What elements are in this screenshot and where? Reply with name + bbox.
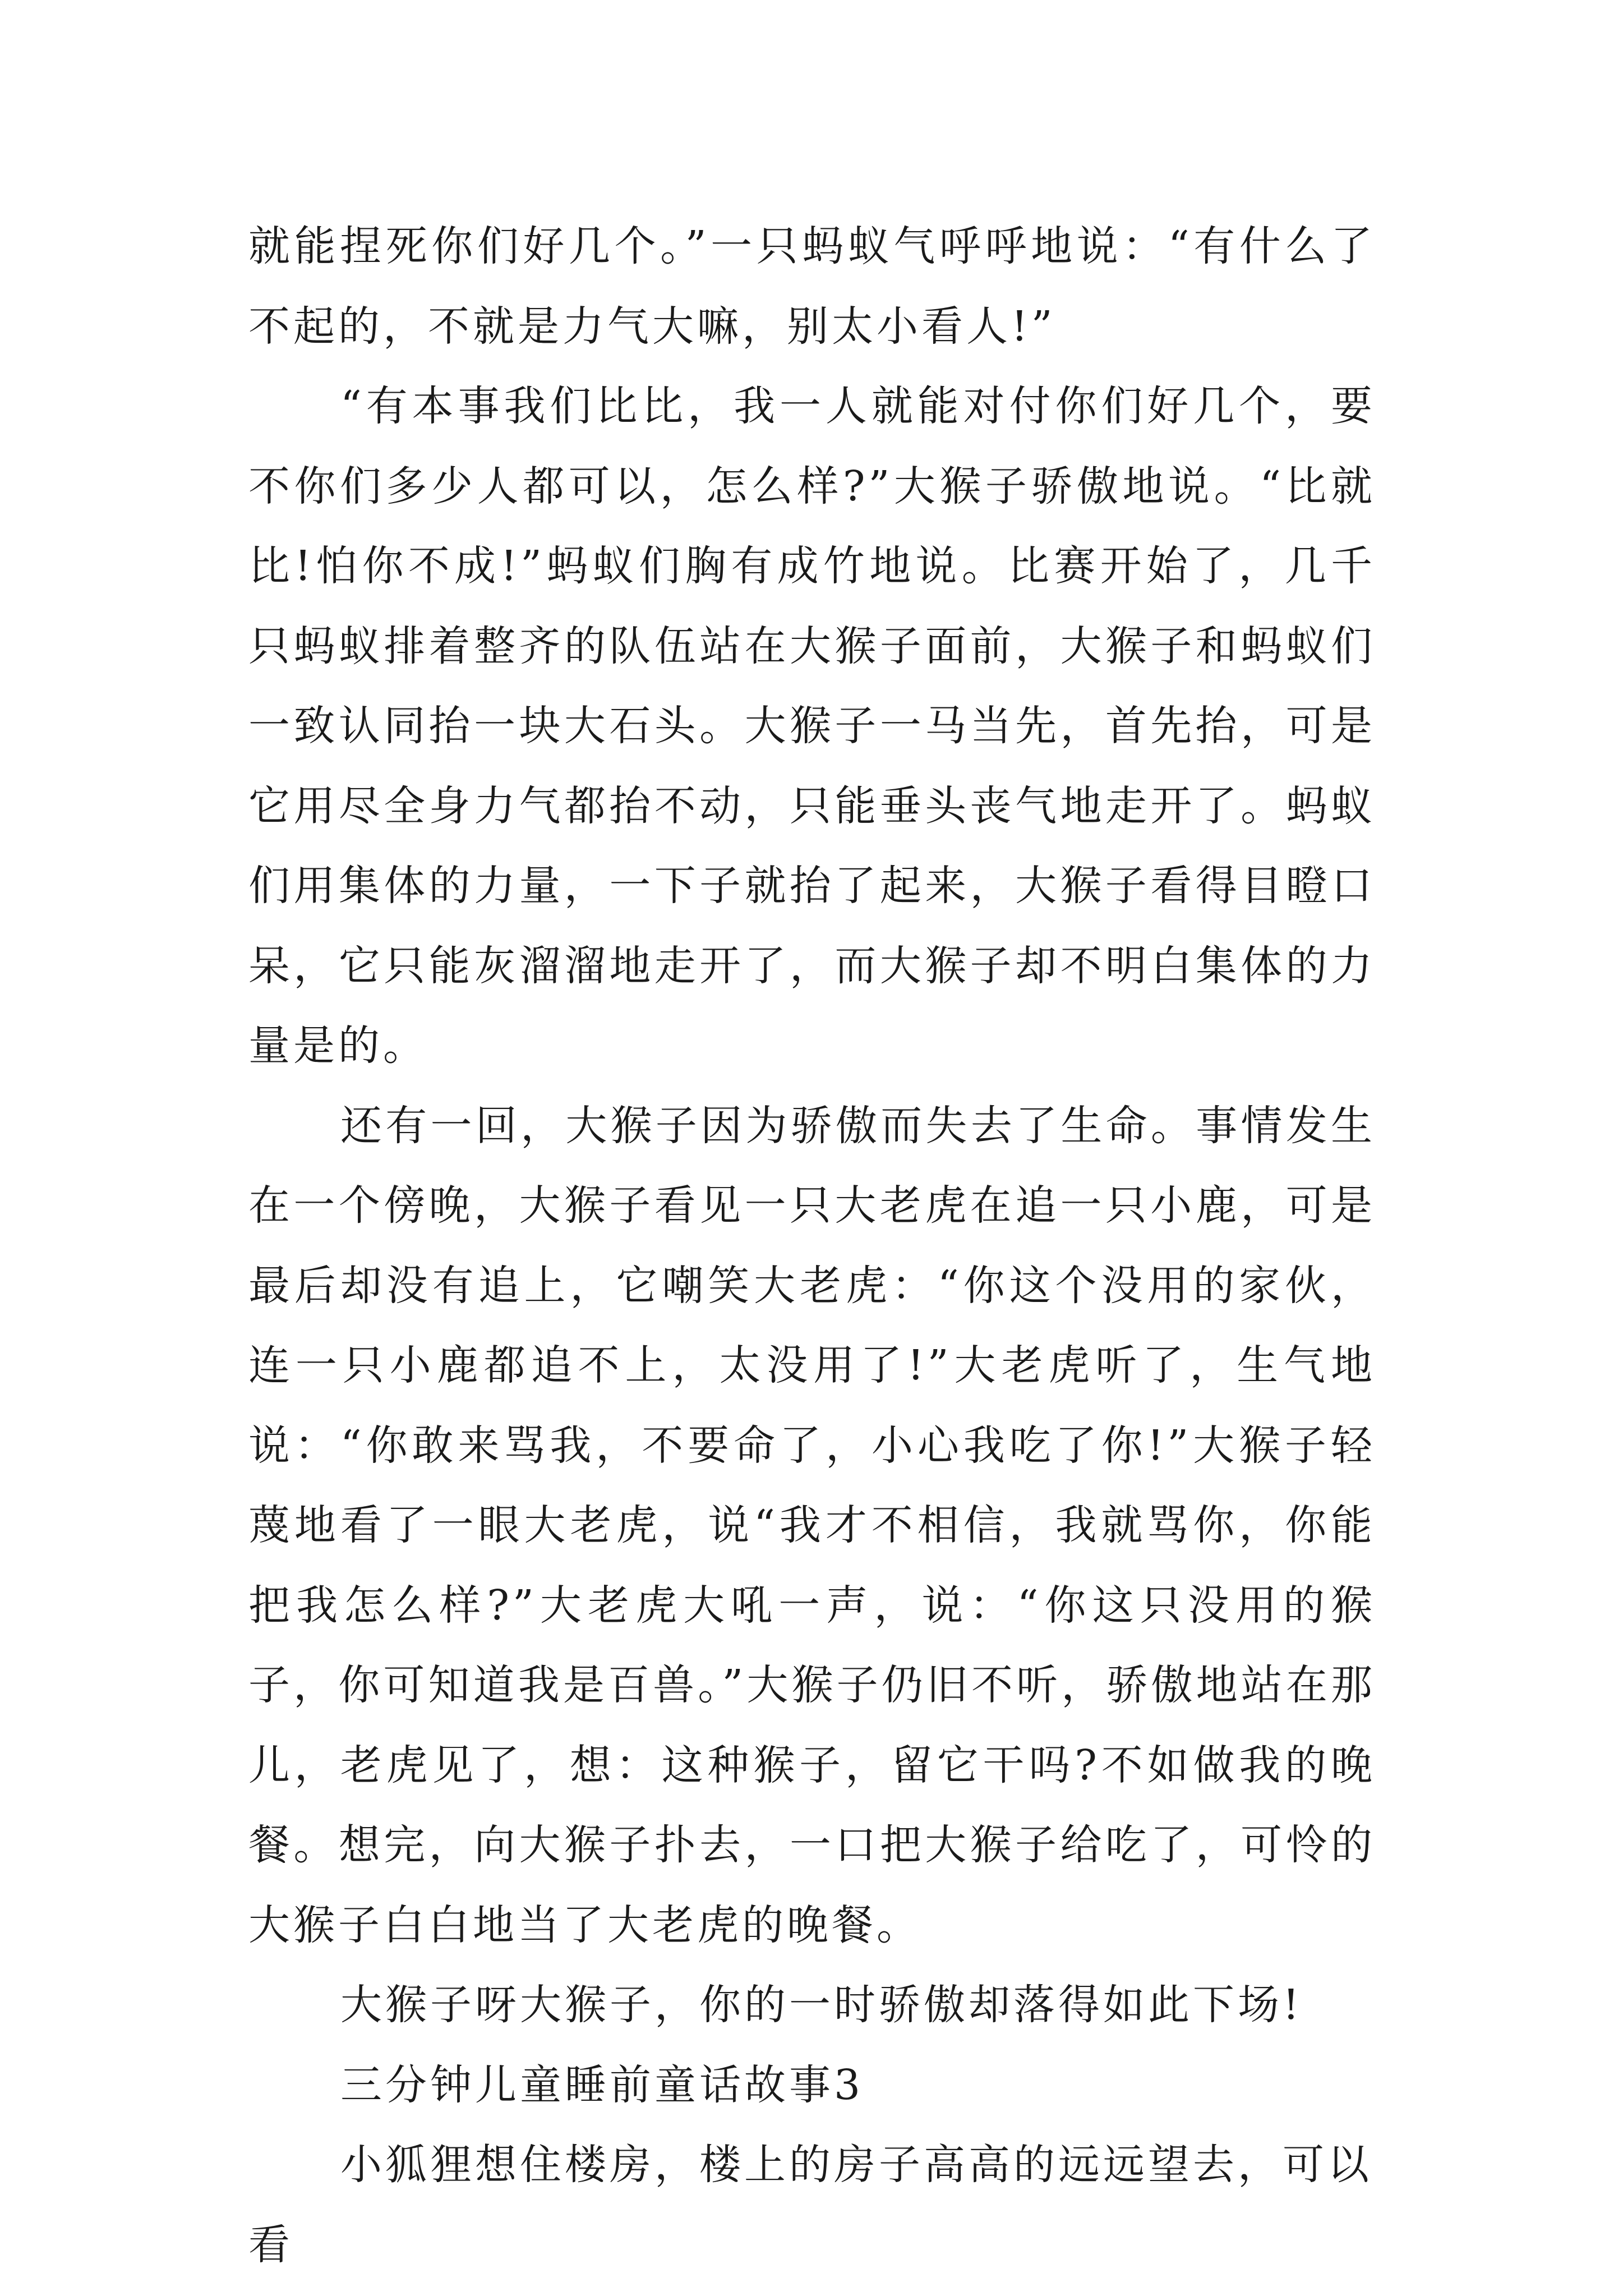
paragraph-4: 大猴子呀大猴子，你的一时骄傲却落得如此下场! xyxy=(340,1981,1303,2029)
paragraph-5: 小狐狸想住楼房，楼上的房子高高的远远望去，可以看 xyxy=(248,2141,1372,2269)
paragraph-3: 还有一回，大猴子因为骄傲而失去了生命。事情发生在一个傍晚，大猴子看见一只大老虎在追一只小鹿，可是最后却没有追上，它嘲笑大老虎：“你这个没用的家伙，连一只小鹿都追不上，太没用了!”大老虎听了，生气地说：“你敢来骂我，不要命了，小心我吃了你!”大猴子轻蔑地看了一眼大老虎，说“我才不相信，我就骂你，你能把我怎么样?”大老虎大吼一声，说：“你这只没用的猴子，你可知道我是百兽。”大猴子仍旧不听，骄傲地站在那儿，老虎见了，想：这种猴子，留它干吗?不如做我的晚餐。想完，向大猴子扑去，一口把大猴子给吃了，可怜的大猴子白白地当了大老虎的晚餐。 xyxy=(248,1101,1376,1949)
paragraph-2: “有本事我们比比，我一人就能对付你们好几个，要不你们多少人都可以，怎么样?”大猴子骄傲地说。“比就比!怕你不成!”蚂蚁们胸有成竹地说。比赛开始了，几千只蚂蚁排着整齐的队伍站在大猴子面前，大猴子和蚂蚁们一致认同抬一块大石头。大猴子一马当先，首先抬，可是它用尽全身力气都抬不动，只能垂头丧气地走开了。蚂蚁们用集体的力量，一下子就抬了起来，大猴子看得目瞪口呆，它只能灰溜溜地走开了，而大猴子却不明白集体的力量是的。 xyxy=(248,382,1376,1070)
body-text xyxy=(248,206,1376,2285)
paragraph-1: 就能捏死你们好几个。”一只蚂蚁气呼呼地说：“有什么了不起的，不就是力气大嘛，别太小看人!” xyxy=(248,222,1376,351)
story-heading: 三分钟儿童睡前童话故事3 xyxy=(340,2060,864,2109)
